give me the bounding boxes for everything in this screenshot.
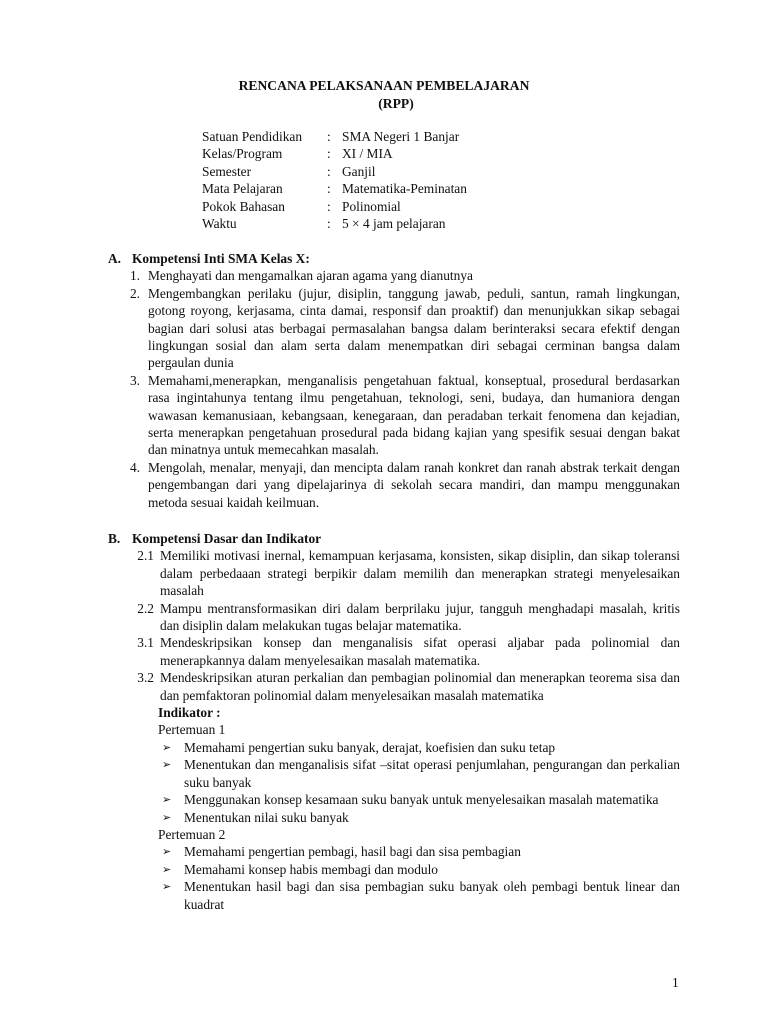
list-number: 3. [129,372,140,388]
pertemuan-label: Pertemuan 1 [158,722,226,738]
list-item [108,285,680,372]
arrow-bullet-icon: ➢ [162,810,172,824]
kd-number: 3.2 [137,670,154,686]
identity-separator: : [327,129,331,144]
arrow-bullet-icon: ➢ [162,793,172,807]
kd-number: 2.1 [137,548,154,564]
identity-key: Pokok Bahasan [202,198,285,214]
bullet-item [162,861,680,878]
kd-text: Mendeskripsikan aturan perkalian dan pembagian polinomial dan menerapkan teorema sisa dan dan pemfaktoran polinomial dalam menyelesaikan masalah matematika [160,670,680,703]
kd-item [108,547,680,599]
identity-row [202,128,467,145]
page-number: 1 [672,975,679,990]
arrow-bullet-icon: ➢ [162,862,172,876]
list-number: 2. [129,285,140,301]
bullet-item [162,756,680,791]
identity-separator: : [327,215,331,231]
bullet-item [162,739,680,756]
identity-row [202,163,467,180]
bullet-text: Menentukan nilai suku banyak [184,809,349,825]
indikator-block [158,704,680,913]
section-letter: A. [108,251,122,266]
bullet-text: Menggunakan konsep kesamaan suku banyak untuk menyelesaikan masalah matematika [184,792,659,808]
kd-item [108,669,680,704]
identity-value: Polinomial [342,198,401,214]
identity-key: Waktu [202,215,237,231]
pertemuan-label: Pertemuan 2 [158,826,226,842]
arrow-bullet-icon: ➢ [162,740,172,754]
bullet-text: Memahami pengertian pembagi, hasil bagi dan sisa pembagian [184,844,521,860]
identity-row [202,145,467,162]
list-text: Menghayati dan mengamalkan ajaran agama yang dianutnya [148,268,473,284]
section-kompetensi-inti [108,250,680,511]
bullet-text: Memahami konsep habis membagi dan modulo [184,861,439,877]
kd-text: Mampu mentransformasikan diri dalam berprilaku jujur, tangguh menghadapi masalah, kritis dan disiplin dalam melakukan tugas belajar matematika. [160,600,680,634]
bullet-text: Memahami pengertian suku banyak, derajat, koefisien dan suku tetap [184,739,556,755]
section-kompetensi-dasar [108,530,680,913]
arrow-bullet-icon: ➢ [162,845,172,859]
identity-separator: : [327,181,331,197]
document-subtitle: (RPP) [378,96,414,111]
arrow-bullet-icon: ➢ [162,880,172,894]
identity-key: Semester [202,163,252,179]
bullet-text: Menentukan dan menganalisis sifat –sitat operasi penjumlahan, pengurangan dan perkalian suku banyak [184,757,680,790]
kd-number: 2.2 [137,600,154,616]
kd-item [108,634,680,669]
bullet-item [162,843,680,860]
bullet-item [162,791,680,808]
list-item [108,372,680,459]
list-item [108,267,680,284]
section-letter: B. [108,531,121,546]
bullet-item [162,878,680,913]
list-number: 4. [129,459,140,475]
kd-text: Memiliki motivasi inernal, kemampuan kerjasama, konsisten, sikap disiplin, dan sikap toleransi dalam perbedaaan strategi berpikir dalam memilih dan menerapkan strategi menyelesaikan masalah [160,548,680,599]
identity-row [202,215,467,232]
list-item [108,459,680,511]
identity-separator: : [327,198,331,214]
identity-row [202,180,467,197]
identity-row [202,198,467,215]
list-text: Mengembangkan perilaku (jujur, disiplin, tanggung jawab, peduli, santun, ramah lingkungan, gotong royong, kerjasama, cinta damai, responsif dan proaktif) dan menunjukkan sikap sebagai bagian dari solusi atas berbagai permasalahan bangsa dalam berinteraksi secara efektif dengan lingkungan sosial dan alam serta dalam menempatkan diri sebagai cerminan bangsa dalam pergaulan dunia [148,285,680,371]
identity-key: Kelas/Program [202,146,283,162]
section-title: Kompetensi Dasar dan Indikator [132,531,322,546]
arrow-bullet-icon: ➢ [162,758,172,772]
indikator-title: Indikator : [158,705,221,721]
identity-key: Satuan Pendidikan [202,129,303,144]
identity-separator: : [327,163,331,179]
kd-text: Mendeskripsikan konsep dan menganalisis sifat operasi aljabar pada polinomial dan menerapkannya dalam menyelesaikan masalah matematika. [160,635,680,668]
identity-table [202,128,467,232]
identity-value: 5 × 4 jam pelajaran [342,215,446,231]
identity-key: Mata Pelajaran [202,181,283,197]
identity-separator: : [327,146,331,162]
identity-value: XI / MIA [342,146,393,162]
list-text: Memahami,menerapkan, menganalisis pengetahuan faktual, konseptual, prosedural berdasarkan rasa ingintahunya tentang ilmu pengetahuan, teknologi, seni, budaya, dan humaniora dengan wawasan kemanusiaan, kebangsaan, kenegaraan, dan peradaban terkait fenomena dan kejadian, serta menerapkan pengetahuan prosedural pada bidang kajian yang spesifik sesuai dengan bakat dan minatnya untuk memecahkan masalah. [148,372,680,458]
document-title: RENCANA PELAKSANAAN PEMBELAJARAN [238,78,530,93]
section-title: Kompetensi Inti SMA Kelas X: [132,251,310,266]
bullet-text: Menentukan hasil bagi dan sisa pembagian suku banyak oleh pembagi bentuk linear dan kuadrat [184,879,680,912]
section-heading [108,530,680,547]
identity-value: Ganjil [342,163,376,179]
kd-item [108,600,680,635]
list-number: 1. [129,268,140,284]
kd-number: 3.1 [137,635,154,651]
bullet-item [162,809,680,826]
section-heading [108,250,680,267]
identity-value: SMA Negeri 1 Banjar [342,129,460,144]
list-text: Mengolah, menalar, menyaji, dan mencipta dalam ranah konkret dan ranah abstrak terkait dengan pengembangan dari yang dipelajarinya di sekolah secara mandiri, dan mampu menggunakan metoda sesuai kaidah keilmuan. [148,459,680,510]
identity-value: Matematika-Peminatan [342,181,467,197]
